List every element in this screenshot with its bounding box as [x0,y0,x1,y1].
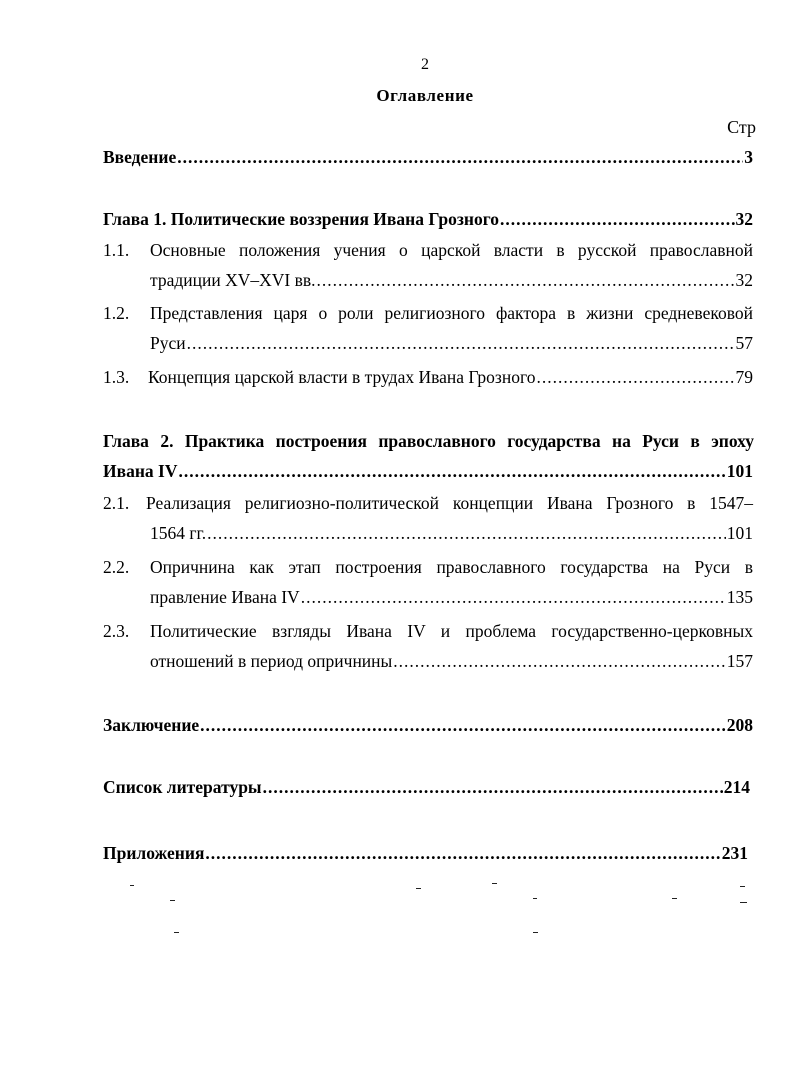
scan-artifact [130,885,134,886]
dot-leader [301,587,726,608]
toc-page: 79 [735,367,753,387]
toc-label: Заключение [103,715,200,735]
toc-entry-intro [103,147,753,171]
toc-entry-conclusion [103,715,753,739]
dot-leader [178,461,725,482]
toc-page: 101 [726,461,753,481]
dot-leader [263,777,723,798]
toc-title: Оглавление [376,86,474,105]
toc-label: Приложения [103,843,205,863]
toc-label: Список литературы [103,777,262,797]
toc-entry-1-1-line1: Основные положения учения о царской власти в русской православной [150,240,753,260]
toc-entry-2-3-line1: Политические взгляды Ивана IV и проблема государственно-церковных [150,621,753,641]
scan-artifact [672,898,677,899]
toc-page: 32 [735,209,753,229]
dot-leader [205,843,720,864]
toc-section-number: 2.1. [103,493,130,513]
toc-page: 231 [721,843,748,863]
toc-page: 135 [726,587,753,607]
toc-label: 1564 гг. [150,523,207,543]
toc-label: Глава 1. Политические воззрения Ивана Грозного [103,209,499,229]
dot-leader [207,523,726,544]
toc-page: 32 [735,270,753,290]
toc-page: 101 [726,523,753,543]
toc-section-number: 1.1. [103,240,130,260]
toc-label: Введение [103,147,177,167]
toc-label: правление Ивана IV [150,587,300,607]
toc-entry-appendix [103,843,748,867]
toc-page: 57 [735,333,753,353]
toc-label: Ивана IV [103,461,178,481]
toc-section-number: 2.2. [103,557,130,577]
page-column-header: Стр [727,117,756,137]
toc-label: традиции XV–XVI вв. [150,270,316,290]
dot-leader [187,333,735,354]
toc-entry-1-2 [150,333,753,357]
toc-section-number: 1.3. [103,367,130,387]
toc-entry-1-3 [148,367,753,391]
toc-entry-2-3 [150,651,753,675]
toc-entry-literature [103,777,750,801]
toc-entry-2-1 [150,523,753,547]
toc-entry-chapter-2 [103,461,753,485]
dot-leader [500,209,735,230]
dot-leader [536,367,734,388]
toc-entry-2-2 [150,587,753,611]
dot-leader [200,715,726,736]
toc-entry-chapter-1 [103,209,753,233]
scan-artifact [740,902,747,903]
page-number: 2 [421,56,429,73]
dot-leader [177,147,743,168]
toc-label: Руси [150,333,186,353]
toc-page: 3 [744,147,753,167]
scan-artifact [533,932,538,933]
toc-section-number: 2.3. [103,621,130,641]
toc-label: отношений в период опричнины [150,651,393,671]
scan-artifact [174,932,179,933]
toc-page: 157 [726,651,753,671]
scan-artifact [492,883,497,884]
scan-artifact [740,886,745,887]
scan-artifact [416,888,421,889]
scan-artifact [170,900,175,901]
toc-entry-1-1 [150,270,753,294]
toc-entry-chapter-2-line1: Глава 2. Практика построения православного государства на Руси в эпоху [103,431,754,451]
toc-entry-2-2-line1: Опричнина как этап построения православного государства на Руси в [150,557,753,577]
scan-artifact [533,898,537,899]
toc-entry-2-1-line1: Реализация религиозно-политической концепции Ивана Грозного в 1547– [146,493,753,513]
toc-page: 208 [726,715,753,735]
toc-page: 214 [723,777,750,797]
dot-leader [393,651,725,672]
toc-entry-1-2-line1: Представления царя о роли религиозного фактора в жизни средневековой [150,303,753,323]
toc-label: Концепция царской власти в трудах Ивана Грозного [148,367,536,387]
dot-leader [317,270,735,291]
toc-section-number: 1.2. [103,303,130,323]
